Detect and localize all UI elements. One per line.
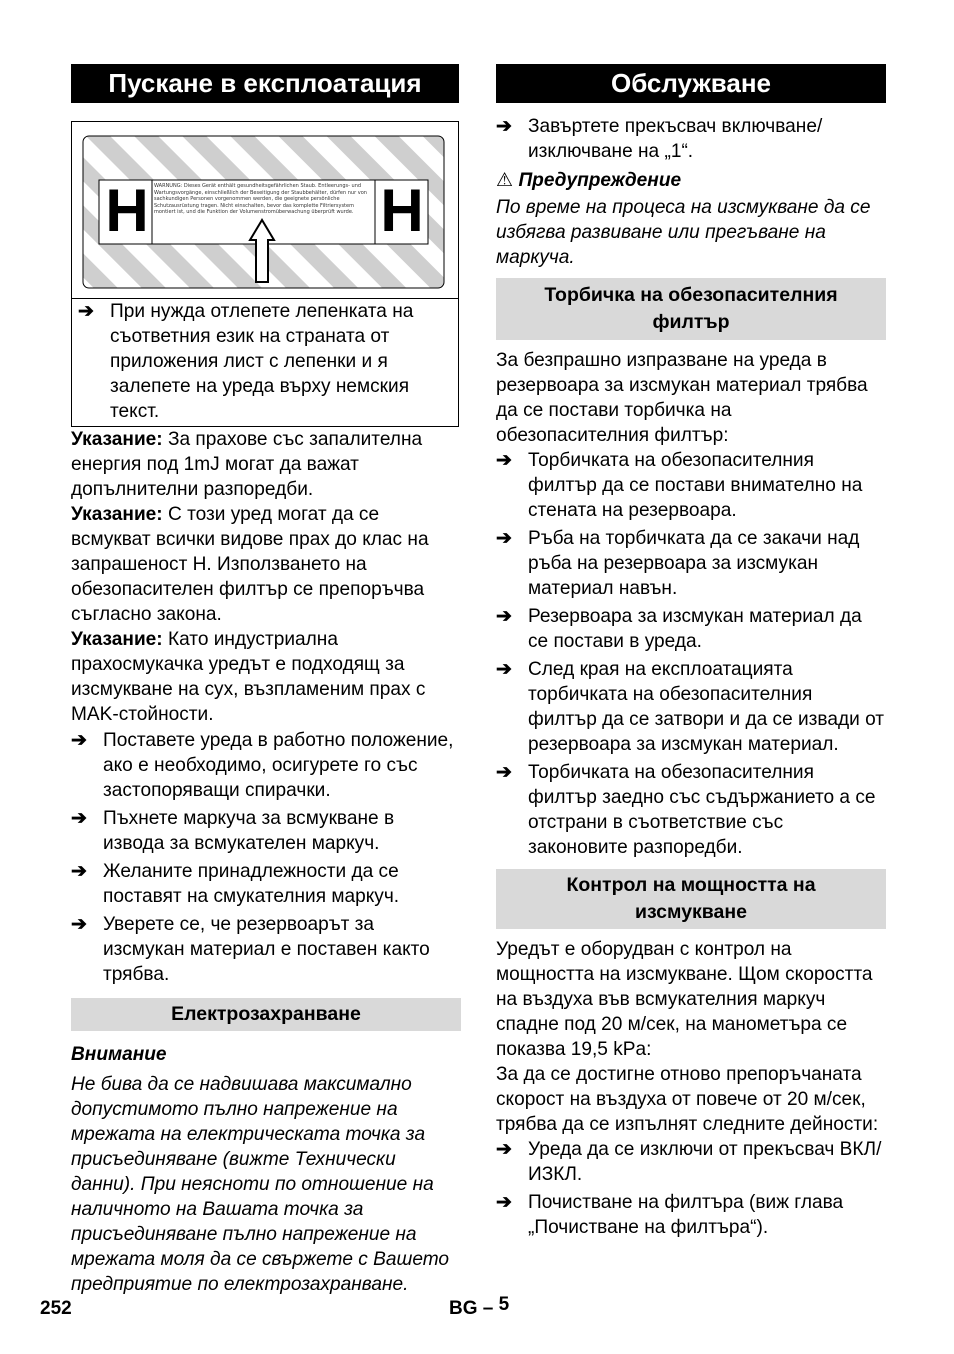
note-1: Указание: За прахове със запалителна енергия под 1mJ могат да важат допълнителни разпоредби. <box>71 429 423 500</box>
arrow-right-icon: ➔ <box>71 914 87 935</box>
step-item: ➔ След края на експлоатацията торбичката на обезопасителния филтър да се затвори и да се извади от резервоара за изсмукан материал. <box>496 659 885 755</box>
control-paragraph-1: Уредът е оборудван с контрол на мощността на изсмукване. Щом скоростта на въздуха във всмукателния маркуч спадне под 20 м/сек, на манометъра се показва 19,5 kPa: <box>496 939 873 1060</box>
arrow-right-icon: ➔ <box>496 659 512 680</box>
caution-text: Не бива да се надвишава максимално допустимото пълно напрежение на мрежата на електрическата точка за присъединяване (вижте Технически данни). При неясноти по отношение на наличното на Вашата точка за присъединяване пълно напрежение на мрежата моля да се свържете с Вашето предприятие по електрозахранване. <box>71 1074 450 1295</box>
step-item: ➔ Резервоара за изсмукан материал да се постави в уреда. <box>496 606 862 652</box>
arrow-right-icon: ➔ <box>496 606 512 627</box>
warning-triangle-icon: ⚠ <box>496 170 514 191</box>
step-item: ➔ Пъхнете маркуча за всмукване в извода за всмукателен маркуч. <box>71 808 395 854</box>
arrow-right-icon: ➔ <box>496 1192 512 1213</box>
label-letter-left: H <box>105 177 149 244</box>
warning-title-line: ⚠ Предупреждение <box>496 170 682 191</box>
arrow-right-icon: ➔ <box>496 450 512 471</box>
warning-text: По време на процеса на изсмукване да се избягва развиване или прегъване на маркуча. <box>496 197 871 268</box>
arrow-right-icon: ➔ <box>71 730 87 751</box>
arrow-right-icon: ➔ <box>496 1139 512 1160</box>
section-header-suction-control: Контрол на мощността на изсмукване <box>496 869 886 929</box>
step-item: ➔ Торбичката на обезопасителния филтър да се постави внимателно на стената на резервоара. <box>496 450 863 521</box>
warning-label-figure <box>71 121 459 299</box>
step-item: ➔ Уреда да се изключи от прекъсвач ВКЛ/ИЗКЛ. <box>496 1139 882 1185</box>
arrow-right-icon: ➔ <box>71 808 87 829</box>
page-number: 252 <box>40 1298 72 1319</box>
left-column <box>71 64 459 1297</box>
label-letter-right: H <box>380 177 424 244</box>
right-column <box>496 64 886 1240</box>
section-header-commissioning: Пускане в експлоатация <box>71 64 459 103</box>
caution-title: Внимание <box>71 1044 167 1065</box>
note-box <box>71 299 459 427</box>
section-header-safety-filter-bag: Торбичка на обезопасителния филтър <box>496 278 886 340</box>
control-paragraph-2: За да се достигне отново препоръчаната скорост на въздуха от повече от 20 м/сек, трябва да се изпълнят следните дейности: <box>496 1064 879 1135</box>
step-item: ➔ Уверете се, че резервоарът за изсмукан материал е поставен както трябва. <box>71 914 430 985</box>
step-item: ➔ Торбичката на обезопасителния филтър заедно със съдържанието а се отстрани в съответствие със законовите разпоредби. <box>496 762 876 858</box>
bag-intro: За безпрашно изпразване на уреда в резервоара за изсмукан материал трябва да се постави торбичка на обезопасителния филтър: <box>496 350 868 446</box>
step-item: ➔ Завъртете прекъсвач включване/изключване на „1“. <box>496 116 823 162</box>
step-item: ➔ Почистване на филтъра (виж глава „Почистване на филтъра“). <box>496 1192 844 1238</box>
arrow-right-icon: ➔ <box>496 116 512 137</box>
note-3: Указание: Като индустриална прахосмукачка уредът е подходящ за изсмукване на сух, възпламеним прах с MAK-стойности. <box>71 629 426 725</box>
label-fine-print: WARNUNG: Dieses Gerät enthält gesundheitsgefährlichen Staub. Entleerungs- und Wartungsvorgänge, einschließlich der Beseitigung der Staubbehälter, dürfen nur von sachkundigen Personen vorgenommen werden, die geeignete persönliche Schutzausrüstung tragen. Nicht einschalten, bevor das komplette Filtriersystem montiert ist, und die Funktion der Volumenstromüberwachung überprüft wurde. <box>154 183 367 216</box>
arrow-right-icon: ➔ <box>71 861 87 882</box>
note-2: Указание: С този уред могат да се всмукват всички видове прах до клас на запрашеност H. Използването на обезопасителен филтър се препоръчва съгласно закона. <box>71 504 429 625</box>
arrow-right-icon: ➔ <box>496 528 512 549</box>
note-box-step: ➔ При нужда отлепете лепенката на съответния език на страната от приложения лист с лепенки и я залепете на уреда върху немския текст. <box>78 301 414 422</box>
section-header-operation: Обслужване <box>496 64 886 103</box>
step-item: ➔ Желаните принадлежности да се поставят на смукателния маркуч. <box>71 861 400 907</box>
step-item: ➔ Ръба на торбичката да се закачи над ръба на резервоара за изсмукан материал навън. <box>496 528 860 599</box>
footer-section-marker: BG – 5 <box>449 1294 510 1319</box>
step-item: ➔ Поставете уреда в работно положение, ако е необходимо, осигурете го със застопоряващи спирачки. <box>71 730 454 801</box>
section-header-power-supply: Електрозахранване <box>71 998 461 1031</box>
arrow-right-icon: ➔ <box>78 301 94 322</box>
arrow-right-icon: ➔ <box>496 762 512 783</box>
